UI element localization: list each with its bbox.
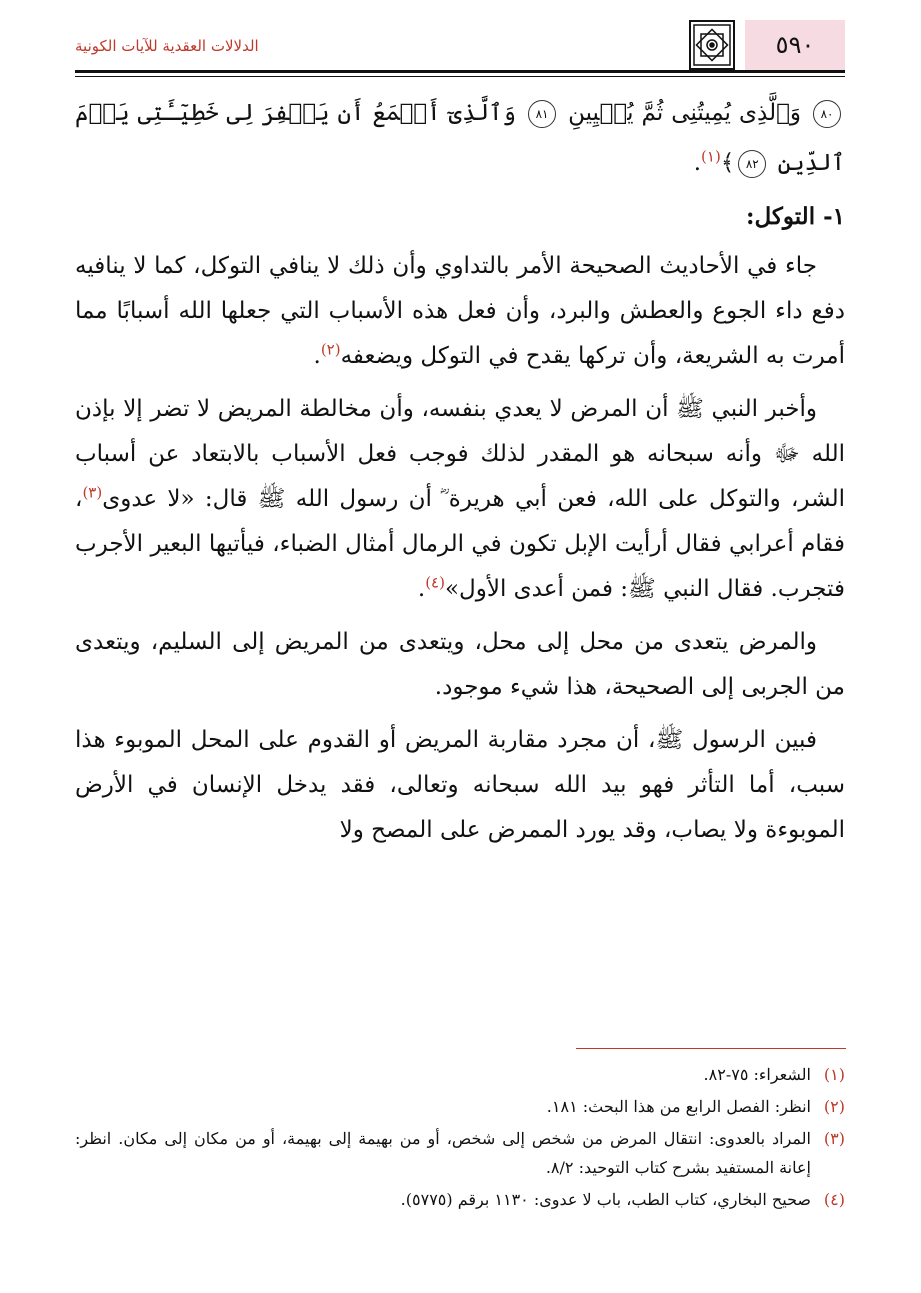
footnote-ref: (٣): [82, 483, 103, 502]
header-rule: [75, 70, 845, 73]
footnote-number: (٢): [823, 1097, 845, 1116]
paragraph-text: جاء في الأحاديث الصحيحة الأمر بالتداوي وأن ذلك لا ينافي التوكل، كما لا ينافيه دفع داء الجوع والعطش والبرد، وأن فعل هذه الأسباب التي جعلها الله أسبابًا مما أمرت به الشريعة، وأن تركها يقدح في التوكل ويضعفه: [75, 253, 845, 369]
running-title: الدلالات العقدية للآيات الكونية: [75, 37, 259, 55]
ayah-marker: ٨٢: [738, 150, 766, 178]
paragraph-text: ، فقام أعرابي فقال أرأيت الإبل تكون في الرمال أمثال الضباء، فيأتيها البعير الأجرب فتجرب. فقال النبي ﷺ: فمن أعدى الأول»: [75, 486, 845, 602]
ayah-marker: ٨١: [528, 100, 556, 128]
footnote: [75, 1092, 845, 1121]
paragraph: فبين الرسول ﷺ، أن مجرد مقاربة المريض أو القدوم على المحل الموبوء هذا سبب، أما التأثر فهو بيد الله سبحانه وتعالى، فقد يدخل الإنسان في الأرض الموبوءة ولا يصاب، وقد يورد الممرض على المصح ولا: [75, 727, 845, 843]
paragraph: [75, 244, 845, 379]
main-text: [75, 88, 845, 861]
verse-text: وَٱلَّذِىٓ أَطۡمَعُ أَن يَغۡفِرَ لِى خَطِيٓـَٔتِى يَوۡمَ ٱلدِّينِ: [75, 100, 845, 176]
footnote-ref: (٢): [320, 340, 341, 359]
page-header: [75, 20, 845, 70]
footnote-text: صحيح البخاري، كتاب الطب، باب لا عدوى: ١١٣٠ برقم (٥٧٧٥).: [400, 1190, 811, 1209]
ayah-marker: ٨٠: [813, 100, 841, 128]
paragraph-period: .: [417, 576, 426, 602]
footnote-ref: (٤): [425, 573, 445, 592]
footnotes: [75, 1060, 845, 1217]
verse-text: وَٱلَّذِى يُمِيتُنِى ثُمَّ يُحۡيِينِ: [568, 100, 801, 126]
paragraph-period: .: [313, 343, 321, 369]
paragraph: والمرض يتعدى من محل إلى محل، ويتعدى من المريض إلى السليم، ويتعدى من الجربى إلى الصحيحة، هذا شيء موجود.: [75, 629, 845, 700]
footnote: [75, 1185, 845, 1214]
paragraph: [75, 387, 845, 612]
footnote-text: الشعراء: ٧٥-٨٢.: [703, 1065, 811, 1084]
verse-closing-bracket: ﴾: [720, 150, 735, 176]
verse-period: .: [693, 150, 702, 176]
footnote: [75, 1124, 845, 1182]
paragraph-text: وأخبر النبي ﷺ أن المرض لا يعدي بنفسه، وأن مخالطة المريض لا تضر إلا بإذن الله ﷻ وأنه سبحانه هو المقدر لذلك فوجب فعل الأسباب بالابتعاد عن أسباب الشر، والتوكل على الله، فعن أبي هريرة ؓ أن رسول الله ﷺ قال: «لا عدوى: [75, 396, 845, 512]
page-number: ٥٩٠: [745, 20, 845, 70]
footnote-number: (٤): [823, 1190, 845, 1209]
footnote-number: (١): [823, 1065, 845, 1084]
footnote-separator: [576, 1048, 846, 1049]
quran-verse: [75, 88, 845, 188]
footnote-number: (٣): [823, 1129, 845, 1148]
footnote: [75, 1060, 845, 1089]
ornament-icon: [689, 20, 735, 70]
footnote-text: انظر: الفصل الرابع من هذا البحث: ١٨١.: [546, 1097, 811, 1116]
footnote-ref: (١): [701, 147, 721, 166]
header-rule-thin: [75, 76, 845, 77]
footnote-text: المراد بالعدوى: انتقال المرض من شخص إلى شخص، أو من بهيمة إلى بهيمة، أو من مكان إلى مكان. انظر: إعانة المستفيد بشرح كتاب التوحيد: ٨/٢.: [75, 1129, 811, 1177]
section-heading: ١- التوكل:: [746, 203, 845, 230]
